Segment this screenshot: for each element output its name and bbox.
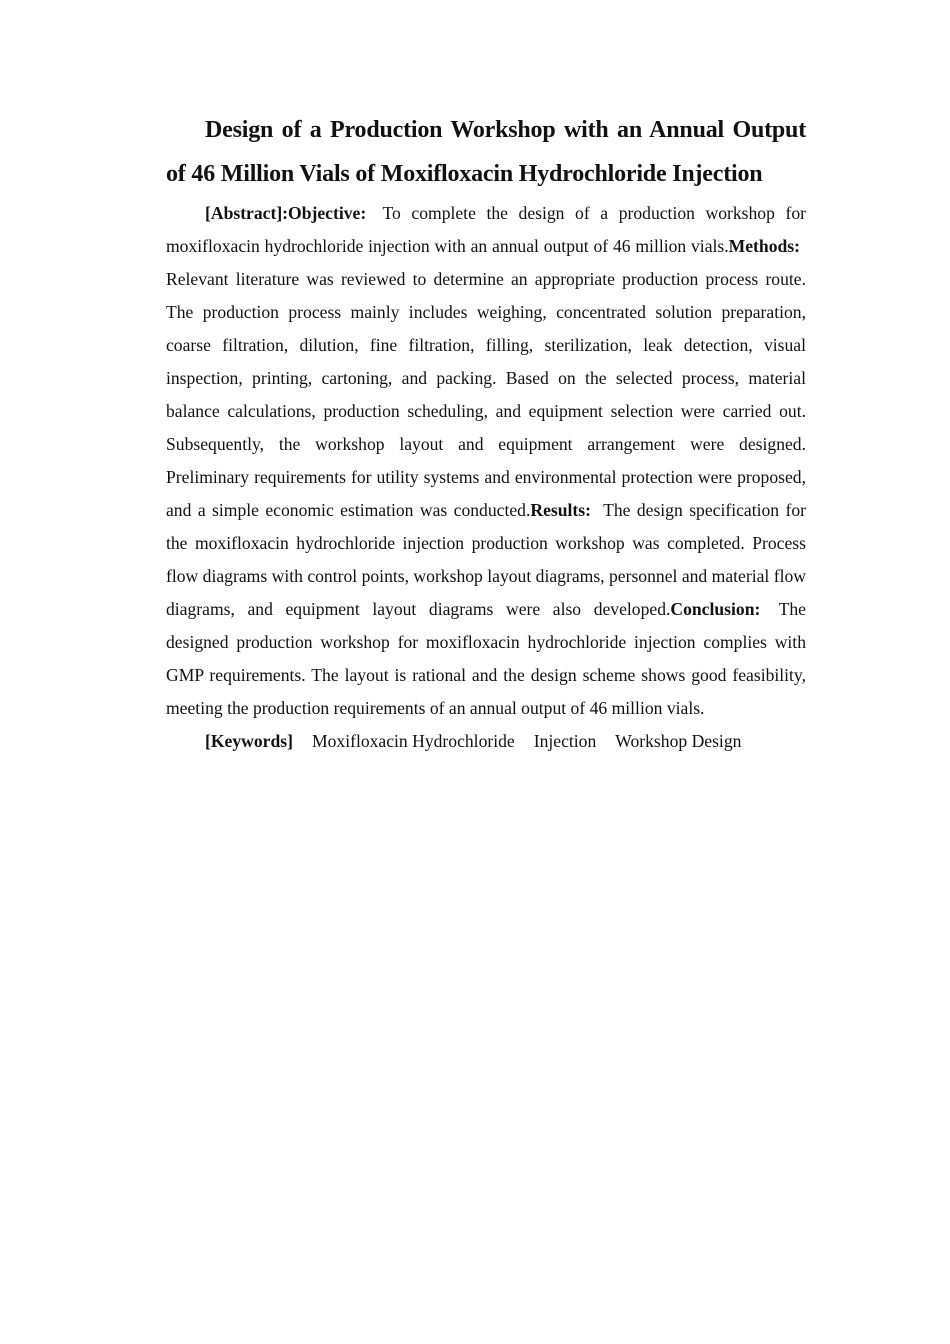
paper-title: Design of a Production Workshop with an Annual Output of 46 Million Vials of Moxifloxacin Hydrochloride Injection bbox=[166, 117, 806, 187]
methods-text: Relevant literature was reviewed to determine an appropriate production process route. The production process mainly includes weighing, concentrated solution preparation, coarse filtration, dilution, fine filtration, filling, sterilization, leak detection, visual inspection, printing, cartoning, and packing. Based on the selected process, material balance calculations, production scheduling, and equipment selection were carried out. Subsequently, the workshop layout and equipment arrangement were designed. Preliminary requirements for utility systems and environmental protection were proposed, and a simple economic estimation was conducted. bbox=[166, 269, 806, 520]
keywords-label: [Keywords] bbox=[205, 731, 293, 751]
keywords-line bbox=[166, 725, 806, 758]
keyword-item: Injection bbox=[533, 731, 597, 751]
keyword-item: Workshop Design bbox=[615, 731, 742, 751]
document-page bbox=[166, 108, 806, 758]
results-label: Results: bbox=[530, 500, 591, 520]
results-text: The design specification for the moxifloxacin hydrochloride injection production workshop was completed. Process flow diagrams with control points, workshop layout diagrams, personnel and material flow diagrams, and equipment layout diagrams were also developed. bbox=[166, 500, 807, 619]
abstract-paragraph bbox=[166, 197, 806, 725]
objective-text: To complete the design of a production workshop for moxifloxacin hydrochloride injection with an annual output of 46 million vials. bbox=[166, 203, 806, 256]
conclusion-label: Conclusion: bbox=[670, 599, 761, 619]
keyword-item: Moxifloxacin Hydrochloride bbox=[311, 731, 515, 751]
objective-label: Objective: bbox=[288, 203, 367, 223]
abstract-label: [Abstract]: bbox=[205, 203, 289, 223]
conclusion-text: The designed production workshop for moxifloxacin hydrochloride injection complies with GMP requirements. The layout is rational and the design scheme shows good feasibility, meeting the production requirements of an annual output of 46 million vials. bbox=[166, 599, 806, 718]
methods-label: Methods: bbox=[728, 236, 800, 256]
